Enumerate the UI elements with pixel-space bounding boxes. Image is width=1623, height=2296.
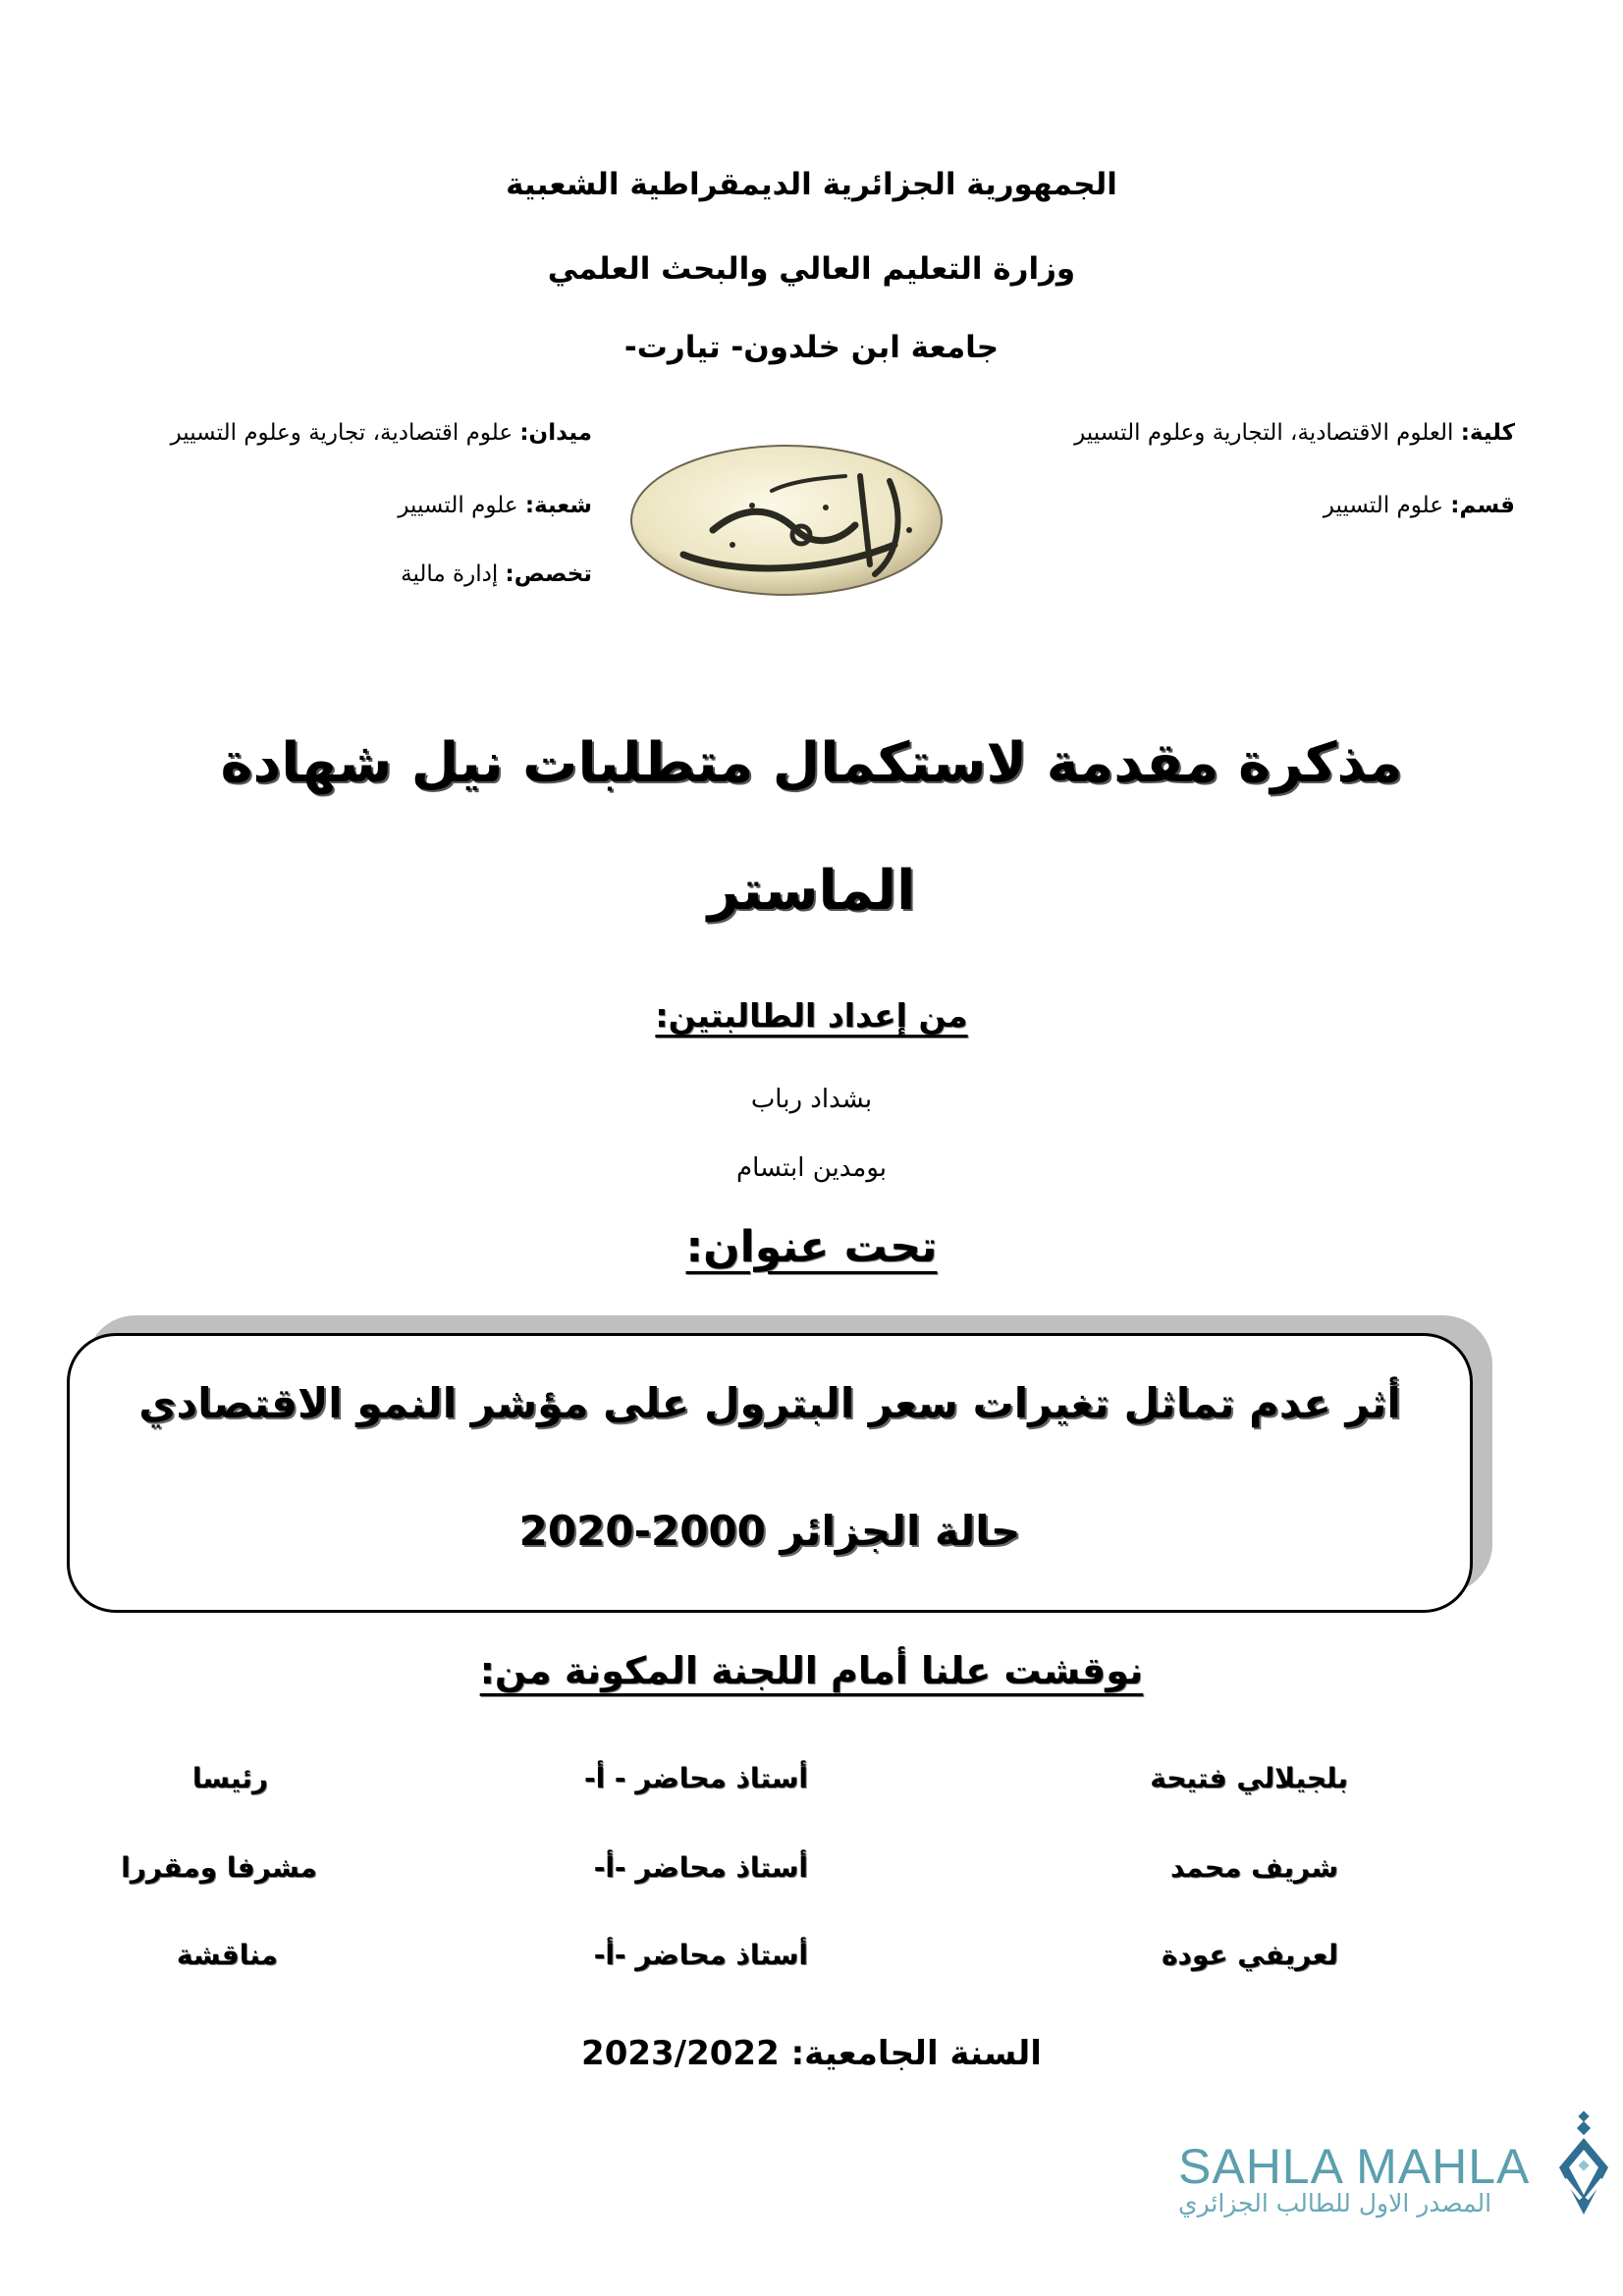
- specialty-line: [401, 561, 592, 587]
- member-role: مشرفا ومقررا: [121, 1851, 317, 1884]
- branch-line: [398, 493, 592, 518]
- watermark-brand: SAHLA MAHLA: [1178, 2139, 1531, 2194]
- field-value: علوم اقتصادية، تجارية وعلوم التسيير: [170, 420, 520, 446]
- member-rank: أستاذ محاضر -أ-: [593, 1851, 808, 1884]
- committee-heading: نوقشت علنا أمام اللجنة المكونة من:: [479, 1649, 1144, 1692]
- title-heading: تحت عنوان:: [685, 1222, 938, 1272]
- university-seal-icon: [624, 437, 948, 604]
- member-role: مناقشة: [176, 1939, 278, 1971]
- case-study: حالة الجزائر 2000-2020: [518, 1507, 1021, 1555]
- member-name: بلجيلالي فتيحة: [1150, 1762, 1348, 1794]
- title-box: [67, 1333, 1473, 1613]
- student-name: بومدين ابتسام: [735, 1153, 888, 1183]
- field-label: ميدان:: [519, 420, 592, 446]
- ministry-heading: وزارة التعليم العالي والبحث العلمي: [547, 251, 1076, 287]
- field-line: [171, 420, 592, 446]
- department-value: علوم التسيير: [1323, 493, 1451, 518]
- faculty-line: [1074, 420, 1515, 446]
- watermark-tagline: المصدر الاول للطالب الجزائري: [1178, 2189, 1492, 2217]
- member-rank: أستاذ محاضر - أ-: [583, 1762, 808, 1794]
- research-title: أثر عدم تماثل تغيرات سعر البترول على مؤشر النمو الاقتصادي: [138, 1379, 1401, 1427]
- branch-label: شعبة:: [524, 493, 592, 518]
- republic-heading: الجمهورية الجزائرية الديمقراطية الشعبية: [506, 167, 1117, 202]
- faculty-value: العلوم الاقتصادية، التجارية وعلوم التسيير: [1074, 420, 1461, 446]
- thesis-purpose: مذكرة مقدمة لاستكمال متطلبات نيل شهادة: [220, 731, 1403, 795]
- faculty-label: كلية:: [1460, 420, 1515, 446]
- department-line: [1324, 493, 1515, 518]
- specialty-value: إدارة مالية: [401, 561, 506, 587]
- students-heading: من إعداد الطالبتين:: [655, 996, 968, 1035]
- member-role: رئيسا: [191, 1762, 268, 1794]
- member-name: لعريفي عودة: [1161, 1939, 1338, 1971]
- university-heading: جامعة ابن خلدون- تيارت-: [623, 330, 1000, 365]
- branch-value: علوم التسيير: [398, 493, 525, 518]
- member-name: شريف محمد: [1169, 1851, 1338, 1884]
- member-rank: أستاذ محاضر -أ-: [593, 1939, 808, 1971]
- department-label: قسم:: [1450, 493, 1515, 518]
- academic-year: السنة الجامعية: 2023/2022: [581, 2034, 1042, 2073]
- degree-name: الماستر: [707, 859, 916, 923]
- student-name: بشداد رباب: [750, 1085, 873, 1114]
- watermark: [1178, 2138, 1530, 2217]
- sahla-mahla-logo-icon: [1551, 2110, 1616, 2222]
- specialty-label: تخصص:: [505, 561, 592, 587]
